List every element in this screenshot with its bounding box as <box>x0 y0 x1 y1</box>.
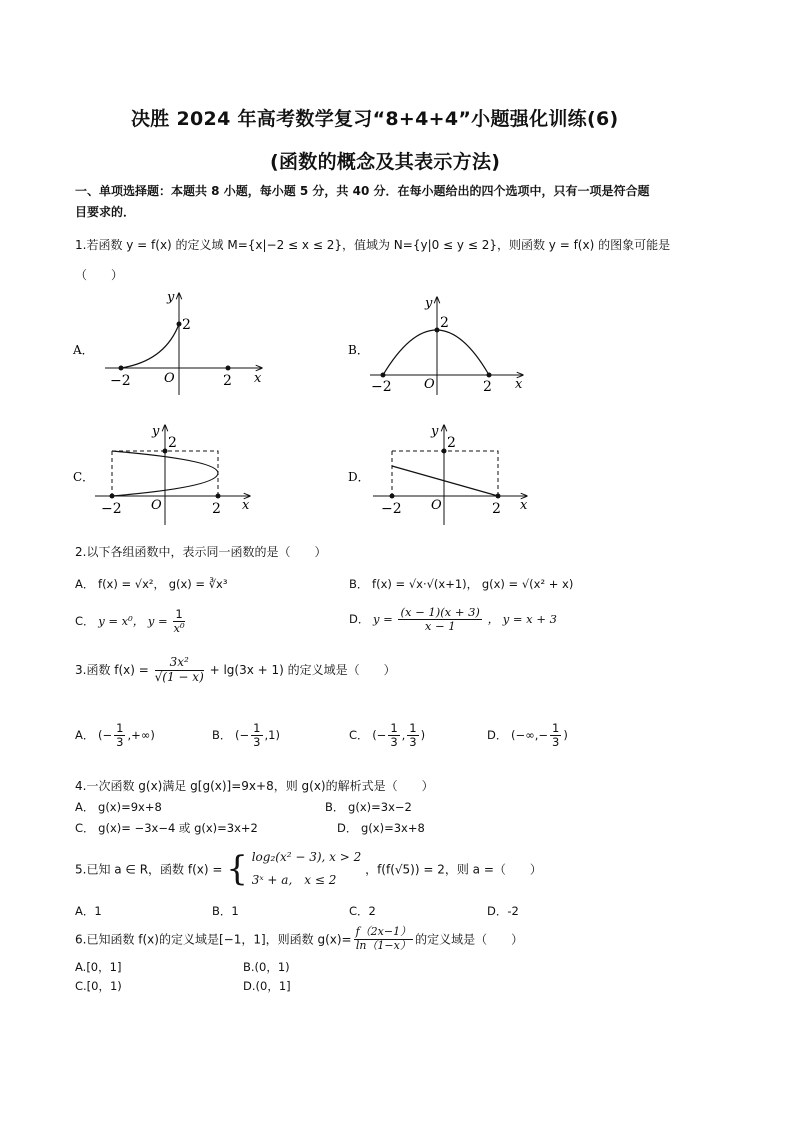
q2-c-frac <box>173 608 184 635</box>
q5-brace: { <box>226 848 248 889</box>
tick-2x-d: 2 <box>492 501 501 517</box>
label-d: D． <box>348 470 370 484</box>
q3-b-frac <box>251 722 262 749</box>
q3-a-right: ,+∞) <box>127 728 155 743</box>
q3-d-d: 3 <box>552 735 560 750</box>
origin-d: O <box>431 498 442 513</box>
label-c: C． <box>73 470 95 484</box>
axis-y-c: y <box>152 424 160 439</box>
q2-option-b: B． f(x) = √x·√(x+1)， g(x) = √(x² + x) <box>349 577 574 591</box>
axis-y-d: y <box>431 424 439 439</box>
q3-c-n: 1 <box>390 721 398 735</box>
q3-stem <box>75 656 396 685</box>
tick-2y-b: 2 <box>440 315 449 331</box>
q3-a-frac <box>114 722 125 749</box>
q6-num: f（2x−1） <box>355 925 412 938</box>
q3-den: √(1 − x) <box>154 669 204 684</box>
q3-c-frac2 <box>407 722 418 749</box>
origin-b: O <box>424 377 435 392</box>
q3-option-a <box>75 722 155 749</box>
q3-c-n2: 1 <box>409 721 417 735</box>
tick-2x-c: 2 <box>212 501 221 517</box>
q2-c-num: 1 <box>175 607 183 621</box>
q3-a-label: A． <box>75 728 95 743</box>
q3-option-b <box>212 722 280 749</box>
tick-2x-a: 2 <box>223 373 232 389</box>
graph-c <box>73 424 250 525</box>
q5-option-a: A．1 <box>75 904 102 918</box>
q3-b-d: 3 <box>253 735 261 750</box>
q3-b-left: (− <box>235 728 250 743</box>
q5-cases <box>252 846 362 892</box>
label-b: B． <box>348 343 369 357</box>
q2-d-frac <box>398 606 481 633</box>
q3-stem-post: + lg(3x + 1) 的定义域是（ ） <box>209 662 396 677</box>
graph-a <box>72 290 262 395</box>
q5-option-d: D．-2 <box>487 904 519 918</box>
q2-d-rest: ， y = x + 3 <box>487 612 557 627</box>
graph-d <box>348 424 528 525</box>
q3-d-left: (−∞,− <box>511 728 549 743</box>
q2-option-a: A． f(x) = √x²， g(x) = ∛x³ <box>75 577 228 591</box>
axis-x-b: x <box>515 377 523 392</box>
page-subtitle: (函数的概念及其表示方法) <box>270 151 501 173</box>
q1-stem: 1.若函数 y = f(x) 的定义域 M={x|−2 ≤ x ≤ 2}，值域为 N={y|0 ≤ y ≤ 2}，则函数 y = f(x) 的图象可能是 <box>75 238 671 252</box>
q3-stem-pre: 3.函数 f(x) = <box>75 662 149 677</box>
tick-2y-c: 2 <box>168 435 177 451</box>
q6-den: ln（1−x） <box>355 938 411 952</box>
q1-paren: （ ） <box>75 268 124 282</box>
q3-c-frac1 <box>388 722 399 749</box>
q1-graphs <box>0 285 794 545</box>
axis-y-a: y <box>167 290 175 305</box>
q6-option-a: A.[0，1] <box>75 960 122 974</box>
q4-option-c: C． g(x)= −3x−4 或 g(x)=3x+2 <box>75 821 258 835</box>
page-title: 决胜 2024 年高考数学复习“8+4+4”小题强化训练(6) <box>131 108 619 130</box>
q3-a-n: 1 <box>116 721 124 735</box>
q5-option-b: B．1 <box>212 904 239 918</box>
q3-num: 3x² <box>155 656 204 671</box>
q3-d-label: D． <box>487 728 508 743</box>
q2-c-y: y = <box>147 614 168 629</box>
q3-c-left: (− <box>372 728 387 743</box>
q4-stem: 4.一次函数 g(x)满足 g[g(x)]=9x+8，则 g(x)的解析式是（ ） <box>75 779 434 793</box>
q4-option-b: B． g(x)=3x−2 <box>325 800 412 814</box>
axis-x-c: x <box>242 498 250 513</box>
q5-case1: log₂(x² − 3), x > 2 <box>251 850 362 864</box>
q3-c-label: C． <box>349 728 369 743</box>
q5-pre: 5.已知 a ∈ R，函数 f(x) = <box>75 862 223 877</box>
graph-b <box>348 296 523 395</box>
label-a: A． <box>73 343 94 357</box>
q3-c-d2: 3 <box>409 735 417 750</box>
q3-d-frac <box>550 722 561 749</box>
q6-option-c: C.[0，1) <box>75 979 122 993</box>
q6-option-d: D.(0，1] <box>243 979 291 993</box>
q6-frac <box>354 926 414 952</box>
section-heading: 一、单项选择题：本题共 8 小题，每小题 5 分，共 40 分．在每小题给出的四个选项中，只有一项是符合题 <box>75 184 650 198</box>
q3-a-left: (− <box>98 728 113 743</box>
tick-2x-b: 2 <box>483 379 492 395</box>
q6-option-b: B.(0，1) <box>243 960 290 974</box>
tick-neg2-d: −2 <box>381 501 402 517</box>
origin-a: O <box>164 371 175 386</box>
tick-neg2-b: −2 <box>371 379 392 395</box>
q6-pre: 6.已知函数 f(x)的定义域是[−1，1]，则函数 g(x)= <box>75 932 352 947</box>
q2-d-den: x − 1 <box>424 619 456 634</box>
q3-a-d: 3 <box>116 735 124 750</box>
q5-stem <box>75 846 542 892</box>
q4-option-d: D． g(x)=3x+8 <box>337 821 425 835</box>
q2-option-c <box>75 608 187 635</box>
q4-option-a: A． g(x)=9x+8 <box>75 800 162 814</box>
q6-post: 的定义域是（ ） <box>415 932 524 947</box>
q2-d-num: (x − 1)(x + 3) <box>400 605 480 619</box>
q2-d-label: D． <box>349 612 370 627</box>
q3-b-n: 1 <box>253 721 261 735</box>
q2-d-y: y = <box>373 612 393 627</box>
q5-post: ，f(f(√5)) = 2，则 a =（ ） <box>365 862 542 877</box>
q5-option-c: C．2 <box>349 904 376 918</box>
tick-neg2-a: −2 <box>110 373 131 389</box>
q2-c-den: x⁰ <box>173 621 185 636</box>
q3-c-mid: , <box>401 728 406 743</box>
tick-2y-d: 2 <box>447 435 456 451</box>
origin-c: O <box>151 498 162 513</box>
tick-neg2-c: −2 <box>101 501 122 517</box>
q3-d-right: ) <box>563 728 568 743</box>
q3-d-n: 1 <box>552 721 560 735</box>
q2-stem: 2.以下各组函数中，表示同一函数的是（ ） <box>75 545 327 559</box>
q3-b-right: ,1) <box>264 728 280 743</box>
q3-c-right: ) <box>420 728 426 743</box>
q3-option-d <box>487 722 568 749</box>
q3-b-label: B． <box>212 728 232 743</box>
q2-c-label: C． <box>75 614 95 629</box>
axis-x-d: x <box>520 498 528 513</box>
section-heading-cont: 目要求的． <box>75 205 136 219</box>
q2-c-a: y = x⁰， <box>98 614 145 629</box>
q3-c-d: 3 <box>390 735 398 750</box>
axis-x-a: x <box>254 371 262 386</box>
q5-case2: 3ˣ + a, x ≤ 2 <box>251 872 337 887</box>
tick-2y-a: 2 <box>182 317 191 333</box>
q6-stem <box>75 926 523 952</box>
axis-y-b: y <box>425 296 433 311</box>
q3-frac <box>155 656 204 685</box>
q3-option-c <box>349 722 425 749</box>
q2-option-d <box>349 606 557 633</box>
